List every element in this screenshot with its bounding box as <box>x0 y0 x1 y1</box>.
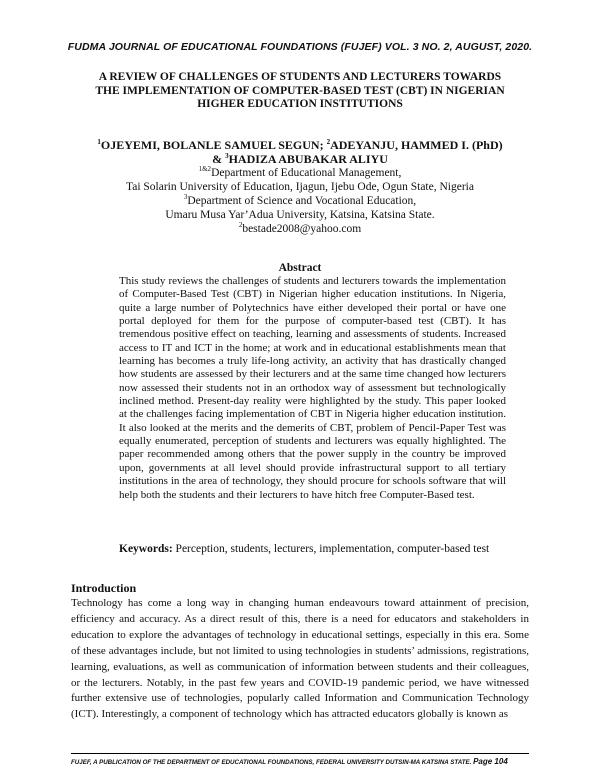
abstract-heading: Abstract <box>278 262 322 274</box>
author-1: OJEYEMI, BOLANLE SAMUEL SEGUN; <box>100 138 327 152</box>
page-number: Page 104 <box>473 757 508 766</box>
author-1-marker: 1 <box>97 138 101 146</box>
author-2: ADEYANJU, HAMMED I. (PhD) <box>330 138 503 152</box>
introduction-heading: Introduction <box>71 581 137 595</box>
affiliation-2-marker: 3 <box>183 193 188 202</box>
keywords-list: Perception, students, lecturers, implementation, computer-based test <box>172 543 490 555</box>
footer-publication-note: FUJEF, A PUBLICATION OF THE DEPARTMENT OF EDUCATIONAL FOUNDATIONS, FEDERAL UNIVERSITY DUTSIN-MA KATSINA STATE. <box>71 759 474 766</box>
email-marker: 2 <box>238 221 243 230</box>
author-line-1 <box>60 138 540 152</box>
affiliation-university-2: Umaru Musa Yar’Adua University, Katsina, Katsina State. <box>165 209 435 221</box>
author-list <box>60 138 540 166</box>
affiliation-university-1: Tai Solarin University of Education, Ijagun, Ijebu Ode, Ogun State, Nigeria <box>126 181 474 193</box>
keywords-label: Keywords: <box>119 543 173 555</box>
author-3: HADIZA ABUBAKAR ALIYU <box>228 152 388 166</box>
affiliation-1-marker: 1&2 <box>198 165 212 174</box>
journal-header: FUDMA JOURNAL OF EDUCATIONAL FOUNDATIONS (FUJEF) VOL. 3 NO. 2, AUGUST, 2020. <box>67 41 533 53</box>
abstract-body: This study reviews the challenges of students and lecturers towards the implementation of Computer-Based Test (CBT) in Nigerian higher education institutions. In Nigeria, quite a large number of Polytechnics have either developed their portal or have one portal deployed for them for the purpose of computer-based test (CBT). It has tremendous positive effect on teaching, learning and assessments of students. Increased access to IT and ICT in the home; at work and in educational establishments mean that learning has becomes a truly life-long activity, an activity that has drastically changed how students are assessed by their lecturers and at the same time changed how lecturers now assessed their students not in an orthodox way of assessment but technologically inclined method. Present-day reality were highlighted by the study. This paper looked at the challenges facing implementation of CBT in Nigeria higher education institution. It also looked at the merits and the demerits of CBT, problem of Pencil-Paper Test was equally enumerated, perception of students and lecturers was equally highlighted. The paper recommended among others that the power supply in the country be improved upon, governments at all level should provide infrastructural support to all tertiary institutions in the area of technology, they should procure for schools software that will help both the students and their lecturers to have hitch free Computer-Based test. <box>119 275 506 501</box>
paper-title: A REVIEW OF CHALLENGES OF STUDENTS AND LECTURERS TOWARDS THE IMPLEMENTATION OF COMPUTER-BASED TEST (CBT) IN NIGERIAN HIGHER EDUCATION INSTITUTIONS <box>95 71 505 110</box>
keywords <box>119 543 519 555</box>
page-footer <box>71 757 541 766</box>
author-3-prefix: & <box>212 152 226 166</box>
corresponding-email: $^2$bestade2008@yahoo.com <box>238 221 362 235</box>
author-line-2 <box>60 152 540 166</box>
footer-divider <box>71 753 529 754</box>
affiliation-department-1: $^{1\&2}$Department of Educational Management, <box>198 165 402 179</box>
author-2-marker: 2 <box>326 138 331 146</box>
affiliation-department-2: $^3$Department of Science and Vocational Education, <box>183 193 417 207</box>
introduction-body: Technology has come a long way in changing human endeavours toward attainment of precision, efficiency and accuracy. As a direct result of this, there is a need for educators and stakeholders in education to explore the advantages of technology in educational settings, especially in this era. Some of these advantages include, but not limited to using technologies in students’ admissions, registrations, learning, evaluations, as well as communication of information between students and their colleagues, or the lecturers. Notably, in the past few years and COVID-19 pandemic period, we have witnessed further extensive use of technologies, popularly called Information and Communication Technology (ICT). Interestingly, a component of technology which has attracted educators globally is known as <box>71 597 529 721</box>
author-3-marker: 3 <box>225 152 229 160</box>
